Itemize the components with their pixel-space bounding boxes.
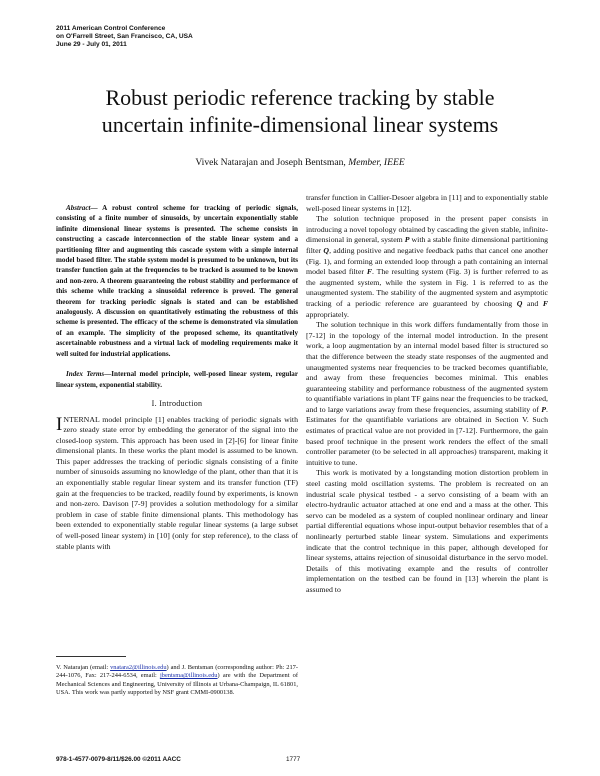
- symbol-p: P: [541, 404, 547, 414]
- text-run: . Estimates for the quantifiable variations are obtained in Section V. Such estimates of practical value are not provided in [7-12]. Furthermore, the gain based proof technique in the present work renders the effect of the small controller parameter (to be selected in all approaches) transparent, making it intuitive to tune.: [306, 404, 548, 467]
- text-run: , adding positive and negative feedback paths that cancel one another (Fig. 1), and forming an extended loop through a path containing an internal model based filter: [306, 245, 548, 277]
- conference-header: [56, 25, 193, 49]
- abstract: [56, 203, 298, 359]
- abstract-text: — A robust control scheme for tracking of periodic signals, consisting of a finite number of sinusoids, by uncertain exponentially stable infinite dimensional linear systems is presented. The scheme consists in constructing a cascade interconnection of the stable linear system and a partitioning filter and augmenting this cascade system with a simple internal model based filter. The stable system model is presumed to be unknown, but its transfer function gain at the frequencies to be tracked is assumed to be known and non-zero. A theorem guaranteeing the robust stability and performance of this scheme while tracking a sinusoidal reference is proved. The general theorem for tracking periodic signals is stated and can be established analogously. A discussion on quantitatively estimating the robustness of this scheme is presented. The efficacy of the scheme is demonstrated via simulation of an example. The simplicity of the proposed scheme, its quantitatively ascertainable robustness and a virtual lack of modeling requirements make it well suited for industrial applications.: [56, 204, 298, 358]
- symbol-p: P: [404, 235, 410, 245]
- symbol-f: F: [366, 267, 373, 277]
- paper-title: [40, 84, 560, 138]
- symbol-f: F: [542, 298, 549, 308]
- email-link-bentsman[interactable]: jbentsma@illinois.edu: [159, 672, 218, 680]
- text-run: and: [522, 298, 543, 308]
- author-membership: Member, IEEE: [348, 157, 405, 168]
- text-run: . The resulting system (Fig. 3) is further referred to as the augmented system, while the system in Fig. 1 is referred to as the unaugmented system. The stability of the augmented system and asymptotic tracking of a periodic reference are guaranteed by choosing: [306, 267, 548, 308]
- conference-name: 2011 American Control Conference: [56, 25, 166, 32]
- right-column: [306, 193, 548, 596]
- symbol-q: Q: [516, 298, 523, 308]
- index-terms: [56, 369, 298, 390]
- index-terms-text: —Internal model principle, well-posed linear system, regular linear system, exponential stability.: [56, 370, 298, 389]
- footnote-text-1: V. Natarajan (email:: [56, 664, 111, 671]
- text-run: The solution technique proposed in the present paper consists in introducing a novel topology obtained by cascading the given stable, infinite-dimensional in general, system: [306, 214, 548, 245]
- text-run: appropriately.: [306, 309, 350, 319]
- text-run: The solution technique in this work differs fundamentally from those in [7-12] in the topology of the internal model introduction. In the present work, a loop augmentation by an internal model based filter is structured so that the difference between the steady state responses of the augmented and unaugmented systems near frequencies to be tracked becomes quantifiable, and away from these frequencies becomes minimal. This enables guaranteeing stability and performance robustness of the augmented system to quantifiable variations in plant TF gains near the frequencies to be tracked, and to large variations away from these frequencies, assuming stability of: [306, 320, 548, 414]
- intro-paragraph: [56, 415, 298, 553]
- text-run: with a stable finite dimensional partitioning filter: [306, 235, 548, 255]
- footnote-text-2: ) and J. Bentsman (corresponding author: Ph: 217-244-1076, Fax: 217-244-6534, email:: [56, 664, 298, 680]
- author-line: [40, 157, 560, 168]
- paper-title-line2: uncertain infinite-dimensional linear systems: [101, 112, 499, 137]
- paper-title-line1: Robust periodic reference tracking by stable: [105, 85, 495, 110]
- left-column: [56, 193, 298, 552]
- footer-isbn: 978-1-4577-0079-8/11/$26.00 ©2011 AACC: [56, 756, 181, 763]
- paragraph-motivation: This work is motivated by a longstanding motion distortion problem in steel casting mold oscillation systems. The problem is recreated on an industrial scale physical testbed - a servo consisting of a beam with an electro-hydraulic actuator attached at one end and a mass at the other. This servo can be modeled as a system of coupled nonlinear ordinary and linear partial differential equations whose input-output behavior resembles that of a nonlinearly perturbed stable linear system. Simulations and experiments indicate that the control technique in this paper, although developed for linear systems, attains rejection of sinusoidal disturbance in the servo model. Details of this motivating example and the results of controller implementation on the testbed can be found in [13] wherein the plant is assumed to: [306, 468, 548, 594]
- paragraph-continuation: transfer function in Callier-Desoer algebra in [11] and to exponentially stable well-posed linear systems in [12].: [306, 193, 548, 213]
- footnote-text-3: ) are with the Department of Mechanical Sciences and Engineering, University of Illinois at Urbana-Champaign, IL 61801, USA. This work was partly supported by NSF grant CMMI-0900138.: [56, 672, 299, 697]
- section-heading-introduction: I. Introduction: [151, 398, 203, 408]
- symbol-q: Q: [323, 245, 330, 255]
- drop-cap: I: [56, 413, 63, 435]
- author-names: Vivek Natarajan and Joseph Bentsman,: [195, 157, 346, 168]
- conference-dates: June 29 - July 01, 2011: [56, 41, 127, 48]
- intro-text: model principle [1] enables tracking of periodic signals with zero steady state error by embedding the generator of the signal into the closed-loop system. This approach has been used in [2]-[6] for linear finite dimensional plants. In these works the plant model is assumed to be known. This paper addresses the tracking of periodic signals consisting of a finite number of sinusoids assuming no knowledge of the plant, other than that it is an exponentially stable regular linear system and its transfer function (TF) gain at the frequencies to be tracked, readily found by experiments, is known and non-zero. Davison [7-9] provides a solution methodology for a similar problem in case of stable finite dimensional plants. This methodology has been extended to exponentially stable regular linear systems (a large subset of well-posed linear system) in [10] (only for step reference), to the class of stable plants with: [56, 414, 298, 551]
- email-link-natarajan[interactable]: vnatara2@illinois.edu: [110, 664, 167, 671]
- author-footnote: [56, 664, 298, 698]
- paragraph-differs: [306, 320, 548, 468]
- paragraph-solution-technique: [306, 214, 548, 320]
- abstract-label: Abstract: [66, 204, 91, 212]
- footnote-rule: [56, 656, 126, 657]
- page-number: 1777: [286, 756, 301, 763]
- intro-first-word: NTERNAL: [63, 414, 100, 424]
- conference-venue: on O'Farrell Street, San Francisco, CA, USA: [56, 33, 193, 40]
- index-terms-label: Index Terms: [66, 370, 105, 379]
